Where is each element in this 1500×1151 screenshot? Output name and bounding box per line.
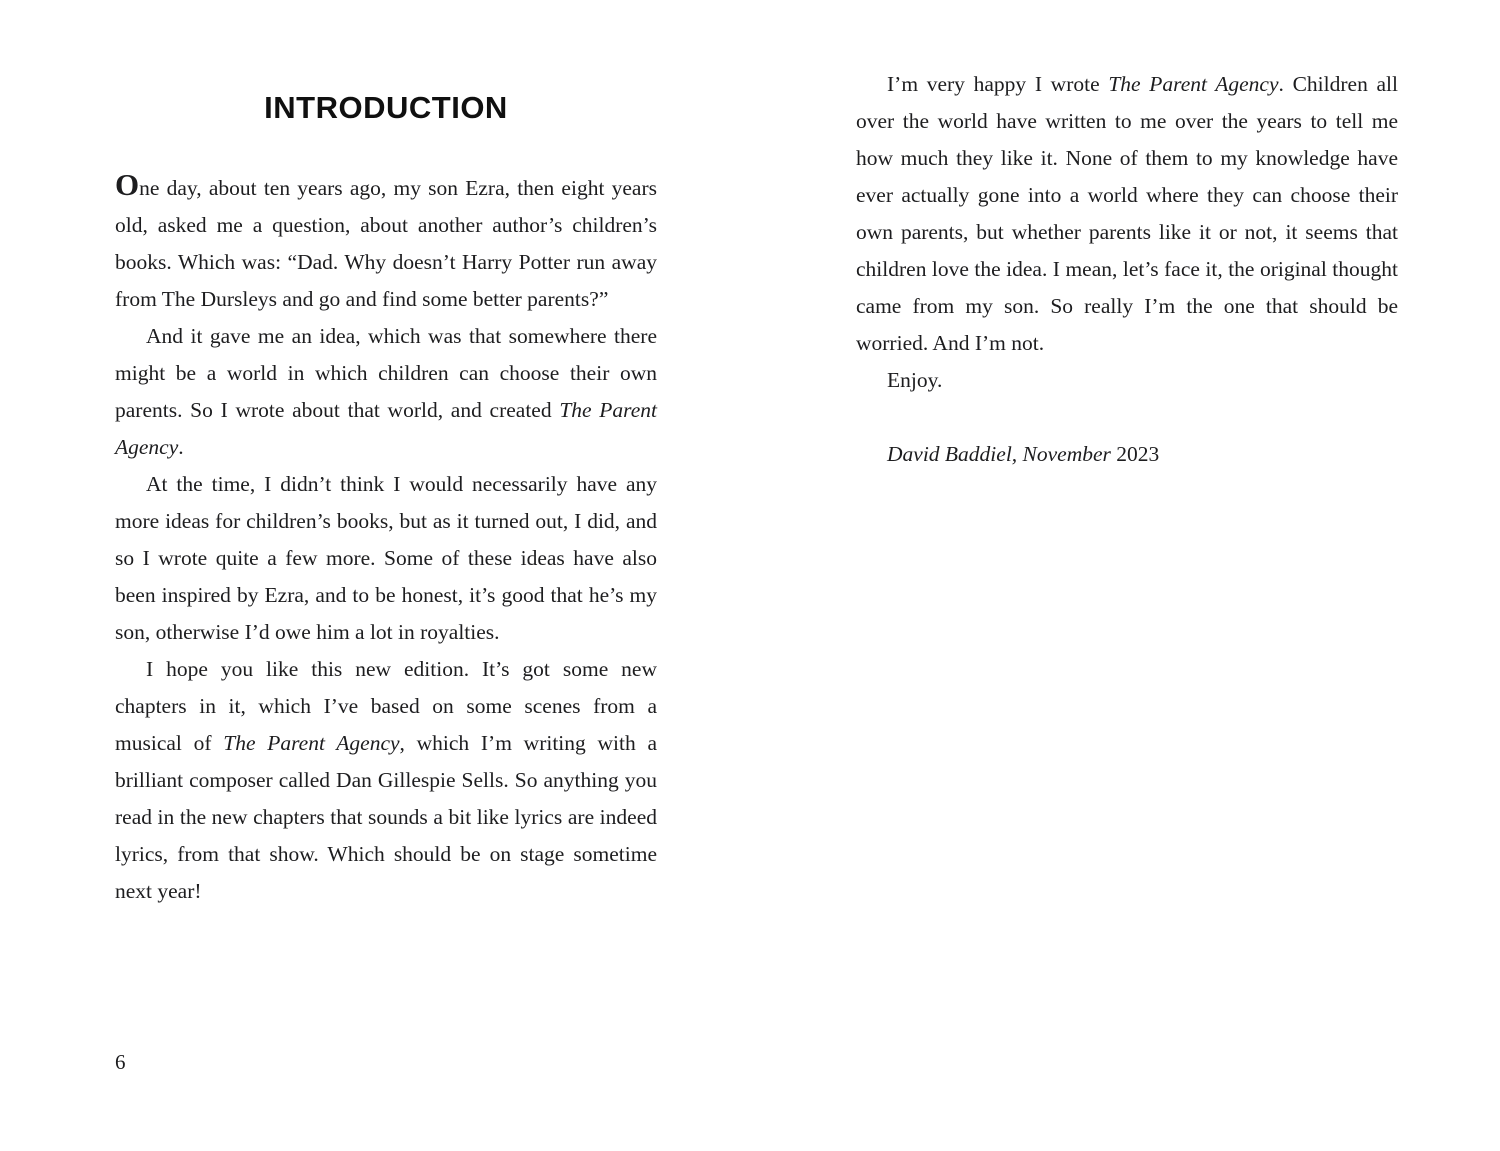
text-segment: The Parent Agency: [115, 398, 658, 459]
text-segment: .: [178, 435, 184, 459]
left-page: [115, 90, 657, 1090]
page-number: 6: [115, 1050, 126, 1074]
body-paragraph: [115, 318, 657, 466]
body-paragraph: [856, 66, 1398, 362]
text-segment: O: [115, 167, 140, 202]
right-page: [856, 66, 1398, 473]
text-segment: And it gave me an idea, which was that somewhere there might be a world in which children can choose their own parents. So I wrote about that world, and created: [115, 324, 657, 422]
text-segment: David Baddiel, November: [887, 442, 1117, 466]
text-segment: I’m very happy I wrote: [887, 72, 1109, 96]
body-paragraph: [856, 362, 1398, 399]
text-segment: At the time, I didn’t think I would necessarily have any more ideas for children’s books, but as it turned out, I did, and so I wrote quite a few more. Some of these ideas have also been inspired by Ezra, and to be honest, it’s good that he’s my son, otherwise I’d owe him a lot in royalties.: [115, 472, 657, 644]
text-segment: , which I’m writing with a brilliant composer called Dan Gillespie Sells. So anything you read in the new chapters that sounds a bit like lyrics are indeed lyrics, from that show. Which should be on stage sometime next year!: [115, 731, 657, 903]
text-segment: I hope you like this new edition. It’s got some new chapters in it, which I’ve based on some scenes from a musical of: [115, 657, 657, 755]
body-paragraph: [115, 651, 657, 910]
text-segment: ne day, about ten years ago, my son Ezra, then eight years old, asked me a question, about another author’s children’s books. Which was: “Dad. Why doesn’t Harry Potter run away from The Dursleys and go and find some better parents?”: [115, 176, 657, 311]
chapter-heading: INTRODUCTION: [264, 90, 508, 125]
text-segment: 2023: [1116, 442, 1160, 466]
text-segment: The Parent Agency: [1108, 72, 1279, 96]
text-segment: Enjoy.: [887, 368, 943, 392]
text-segment: . Children all over the world have written to me over the years to tell me how much they like it. None of them to my knowledge have ever actually gone into a world where they can choose their own parents, but whether parents like it or not, it seems that children love the idea. I mean, let’s face it, the original thought came from my son. So really I’m the one that should be worried. And I’m not.: [856, 72, 1398, 355]
author-signature: [856, 436, 1398, 473]
text-segment: The Parent Agency: [223, 731, 400, 755]
body-paragraph: [115, 167, 657, 318]
body-paragraph: [115, 466, 657, 651]
